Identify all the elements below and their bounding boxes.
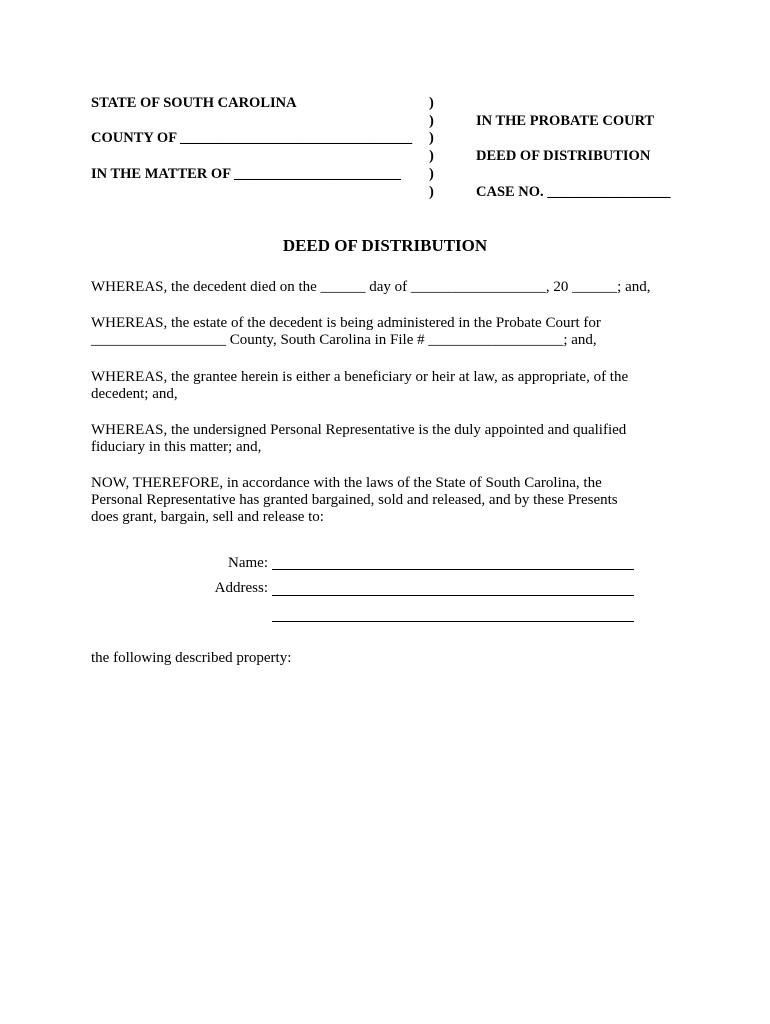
caption-paren: ) (429, 166, 434, 182)
county-field[interactable]: COUNTY OF ________________________________ (91, 130, 413, 146)
document-title: DEED OF DISTRIBUTION (282, 236, 488, 255)
paragraph-line: WHEREAS, the decedent died on the ______ day of __________________, 20 ______; and, (91, 279, 651, 295)
paragraph-representative (91, 422, 671, 456)
paragraph-line: __________________ County, South Carolina in File # __________________; and, (91, 332, 597, 348)
caption-paren: ) (429, 95, 434, 111)
caption-paren: ) (429, 113, 434, 129)
paragraph-line: NOW, THEREFORE, in accordance with the laws of the State of South Carolina, the (91, 475, 602, 491)
paragraph-line: Personal Representative has granted bargained, sold and released, and by these Presents (91, 492, 618, 508)
state-label: STATE OF SOUTH CAROLINA (91, 95, 297, 111)
paragraph-line: decedent; and, (91, 386, 178, 402)
address-input-line-2[interactable] (272, 621, 634, 622)
caption-paren: ) (429, 184, 434, 200)
caption-paren: ) (429, 148, 434, 164)
paragraph-line: WHEREAS, the grantee herein is either a beneficiary or heir at law, as appropriate, of the (91, 369, 629, 385)
paragraph-estate (91, 315, 671, 349)
address-input-line[interactable] (272, 595, 634, 596)
paragraph-line: WHEREAS, the estate of the decedent is being administered in the Probate Court for (91, 315, 601, 331)
name-label: Name: (228, 555, 268, 571)
paragraph-line: fiduciary in this matter; and, (91, 439, 262, 455)
paragraph-line: does grant, bargain, sell and release to: (91, 509, 324, 525)
address-label: Address: (214, 580, 268, 596)
property-label: the following described property: (91, 650, 292, 666)
paragraph-now-therefore (91, 475, 671, 526)
caption-paren: ) (429, 130, 434, 146)
case-no-field[interactable]: CASE NO. _________________ (476, 184, 671, 200)
doc-type-label: DEED OF DISTRIBUTION (476, 148, 651, 164)
matter-field[interactable]: IN THE MATTER OF _______________________ (91, 166, 401, 182)
name-input-line[interactable] (272, 569, 634, 570)
paragraph-death-date (91, 279, 671, 296)
paragraph-line: WHEREAS, the undersigned Personal Representative is the duly appointed and qualified (91, 422, 627, 438)
paragraph-grantee (91, 369, 671, 403)
court-label: IN THE PROBATE COURT (476, 113, 655, 129)
